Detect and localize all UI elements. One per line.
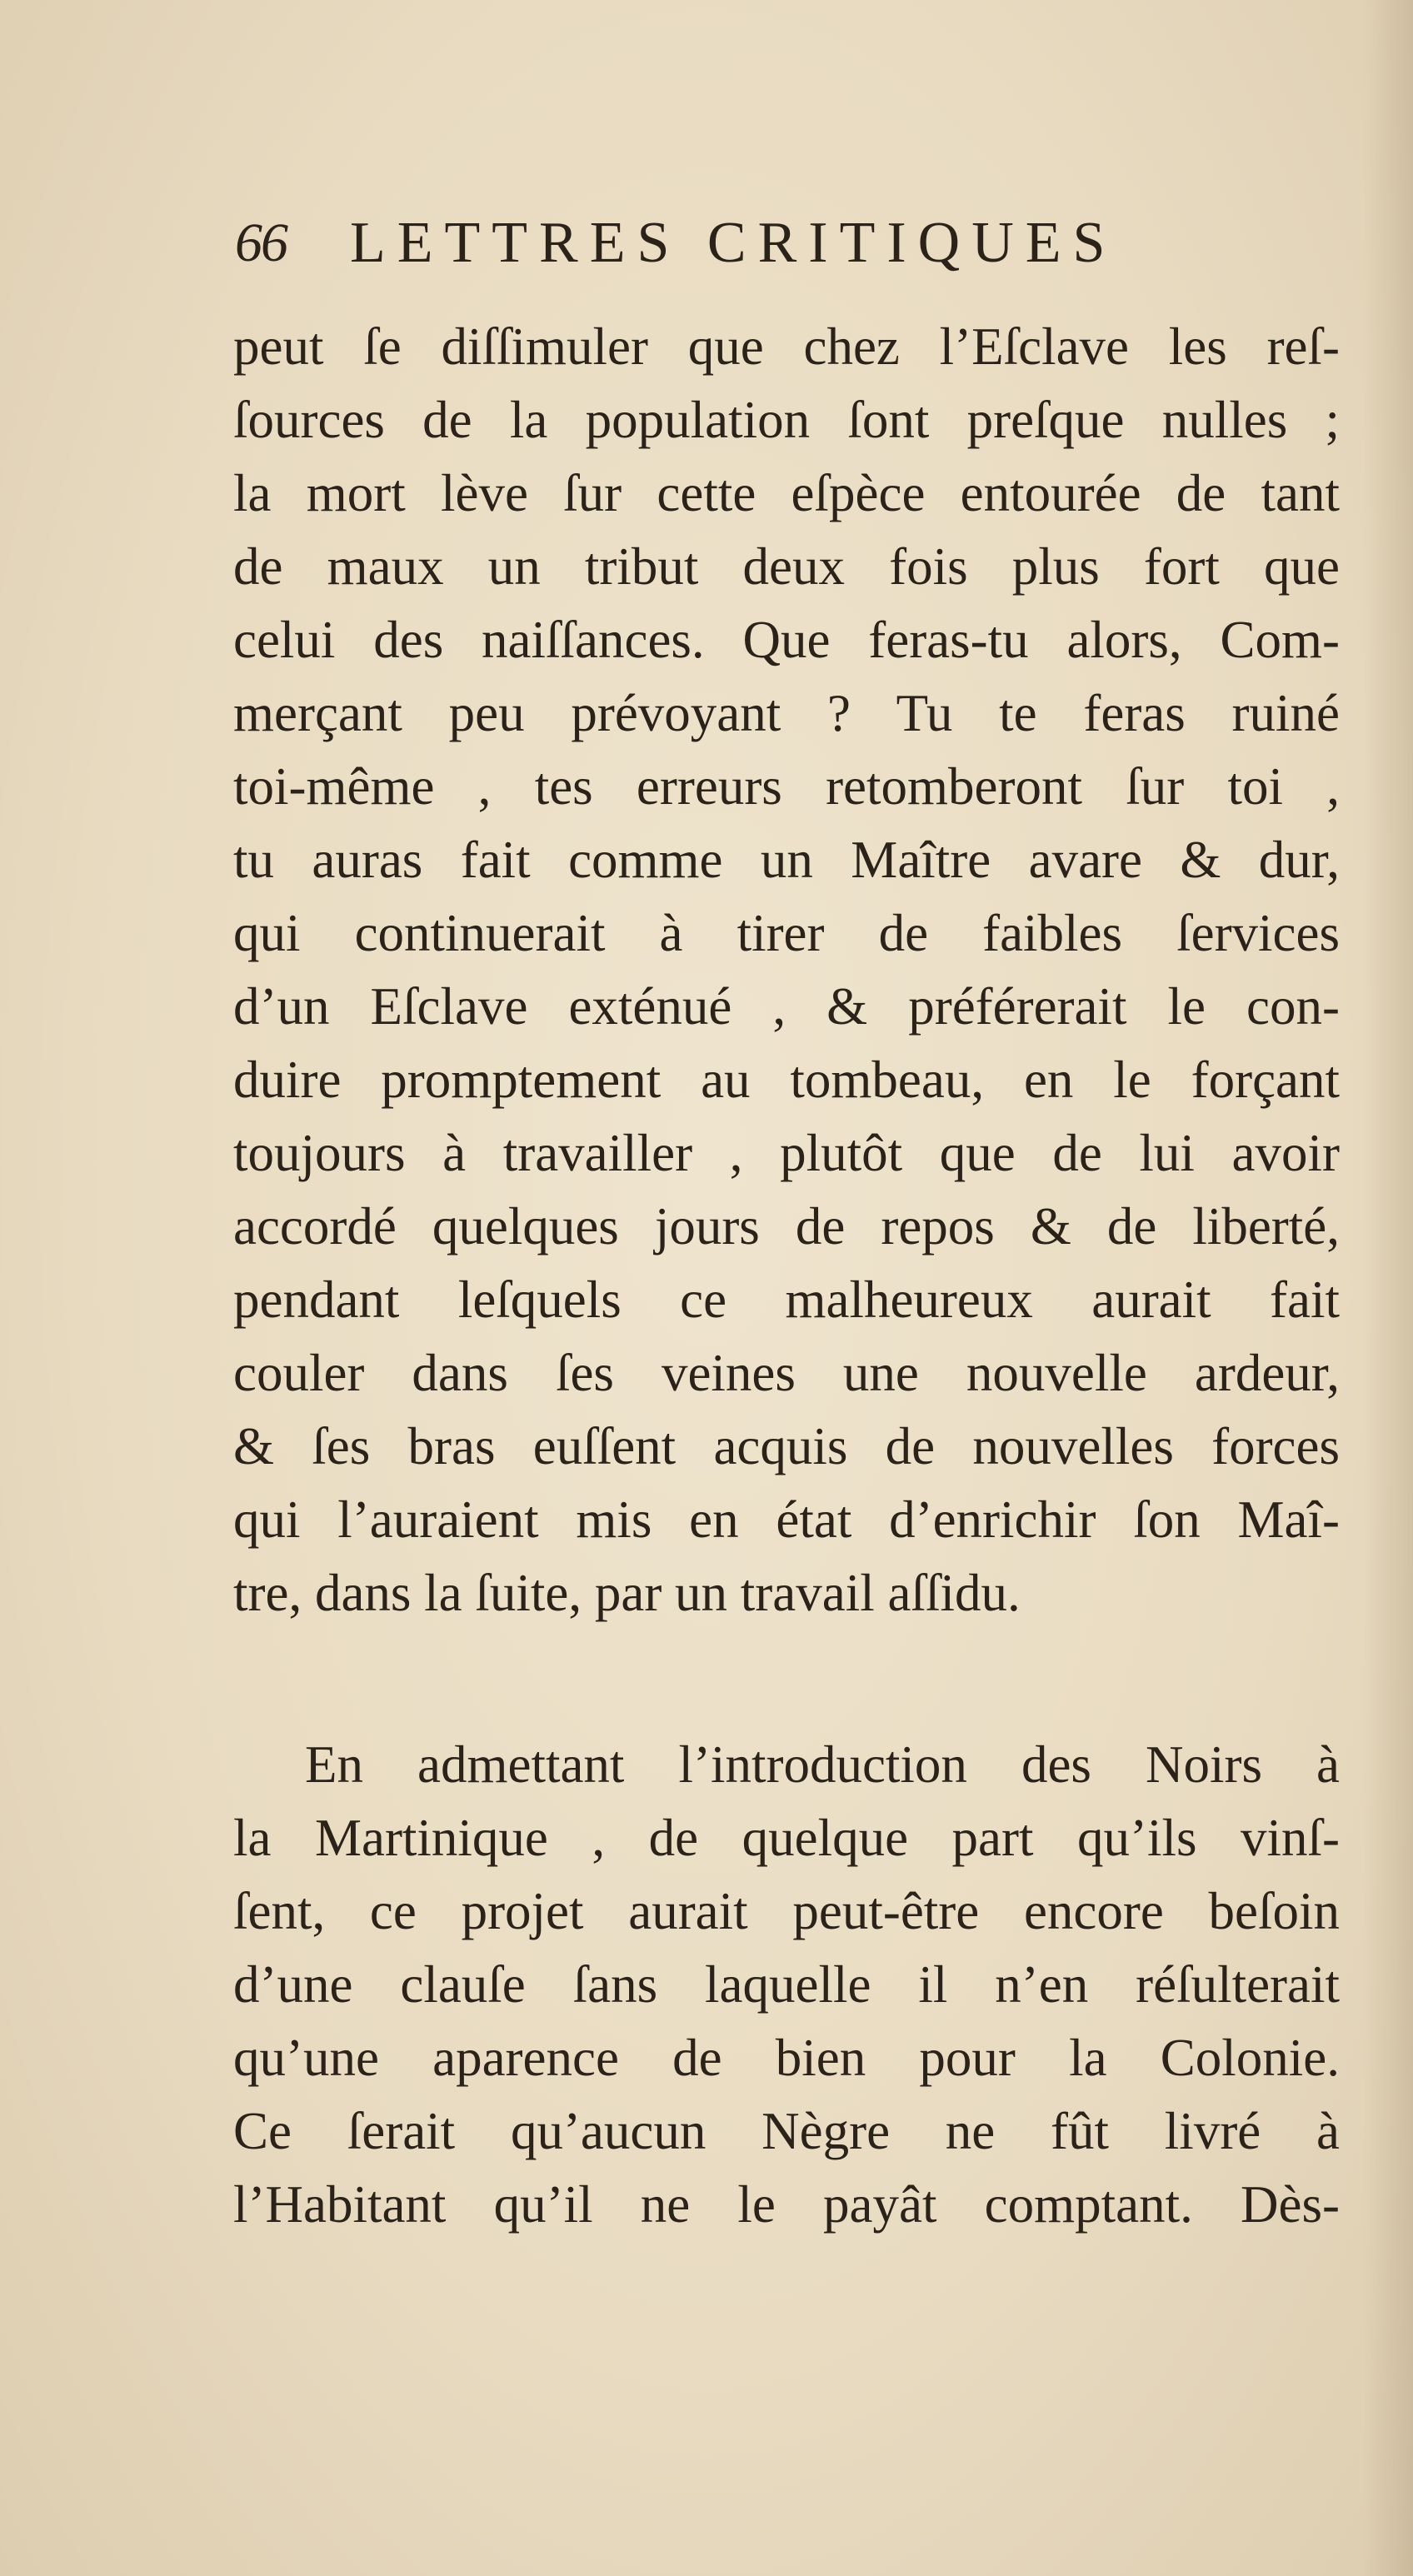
body-text bbox=[233, 310, 1340, 2241]
text-line: Ce ſerait qu’aucun Nègre ne fût livré à bbox=[233, 2102, 1340, 2160]
text-line: ſent, ce projet aurait peut-être encore beſoin bbox=[233, 1882, 1340, 1940]
text-line: & ſes bras euſſent acquis de nouvelles forces bbox=[233, 1417, 1340, 1475]
text-line: de maux un tribut deux fois plus fort que bbox=[233, 537, 1340, 596]
running-title: LETTRES CRITIQUES bbox=[350, 211, 1117, 275]
text-line: la Martinique , de quelque part qu’ils vinſ- bbox=[233, 1809, 1340, 1867]
text-line: qu’une aparence de bien pour la Colonie. bbox=[233, 2029, 1340, 2087]
text-line: toujours à travailler , plutôt que de lui avoir bbox=[233, 1124, 1340, 1182]
text-line: duire promptement au tombeau, en le forçant bbox=[233, 1051, 1340, 1109]
text-line: d’un Eſclave exténué , & préférerait le con- bbox=[233, 977, 1340, 1036]
text-line: En admettant l’introduction des Noirs à bbox=[305, 1735, 1340, 1794]
text-line: couler dans ſes veines une nouvelle ardeur, bbox=[233, 1344, 1340, 1402]
text-line: qui l’auraient mis en état d’enrichir ſon Maî- bbox=[233, 1490, 1340, 1549]
text-line: d’une clauſe ſans laquelle il n’en réſulterait bbox=[233, 1955, 1340, 2014]
paragraph-1 bbox=[233, 310, 1340, 1630]
text-line: l’Habitant qu’il ne le payât comptant. Dès- bbox=[233, 2175, 1340, 2234]
page-header bbox=[235, 207, 1226, 282]
paragraph-2 bbox=[233, 1728, 1340, 2241]
text-line: toi-même , tes erreurs retomberont ſur toi , bbox=[233, 757, 1340, 816]
paragraph-spacer bbox=[233, 1630, 1340, 1728]
text-line: tu auras fait comme un Maître avare & dur, bbox=[233, 831, 1340, 889]
page-number: 66 bbox=[235, 212, 287, 273]
text-line: accordé quelques jours de repos & de liberté, bbox=[233, 1197, 1340, 1256]
page-edge-shadow bbox=[1363, 0, 1413, 2576]
text-line: ſources de la population ſont preſque nulles ; bbox=[233, 391, 1340, 449]
text-line: tre, dans la ſuite, par un travail aſſidu. bbox=[233, 1564, 1021, 1622]
text-line: celui des naiſſances. Que feras-tu alors, Com- bbox=[233, 611, 1340, 669]
text-line: la mort lève ſur cette eſpèce entourée de tant bbox=[233, 464, 1340, 522]
text-line: qui continuerait à tirer de faibles ſervices bbox=[233, 904, 1340, 962]
text-line: pendant leſquels ce malheureux aurait fait bbox=[233, 1271, 1340, 1329]
text-line: merçant peu prévoyant ? Tu te feras ruiné bbox=[233, 684, 1340, 742]
text-line: peut ſe diſſimuler que chez l’Eſclave les reſ- bbox=[233, 317, 1340, 376]
